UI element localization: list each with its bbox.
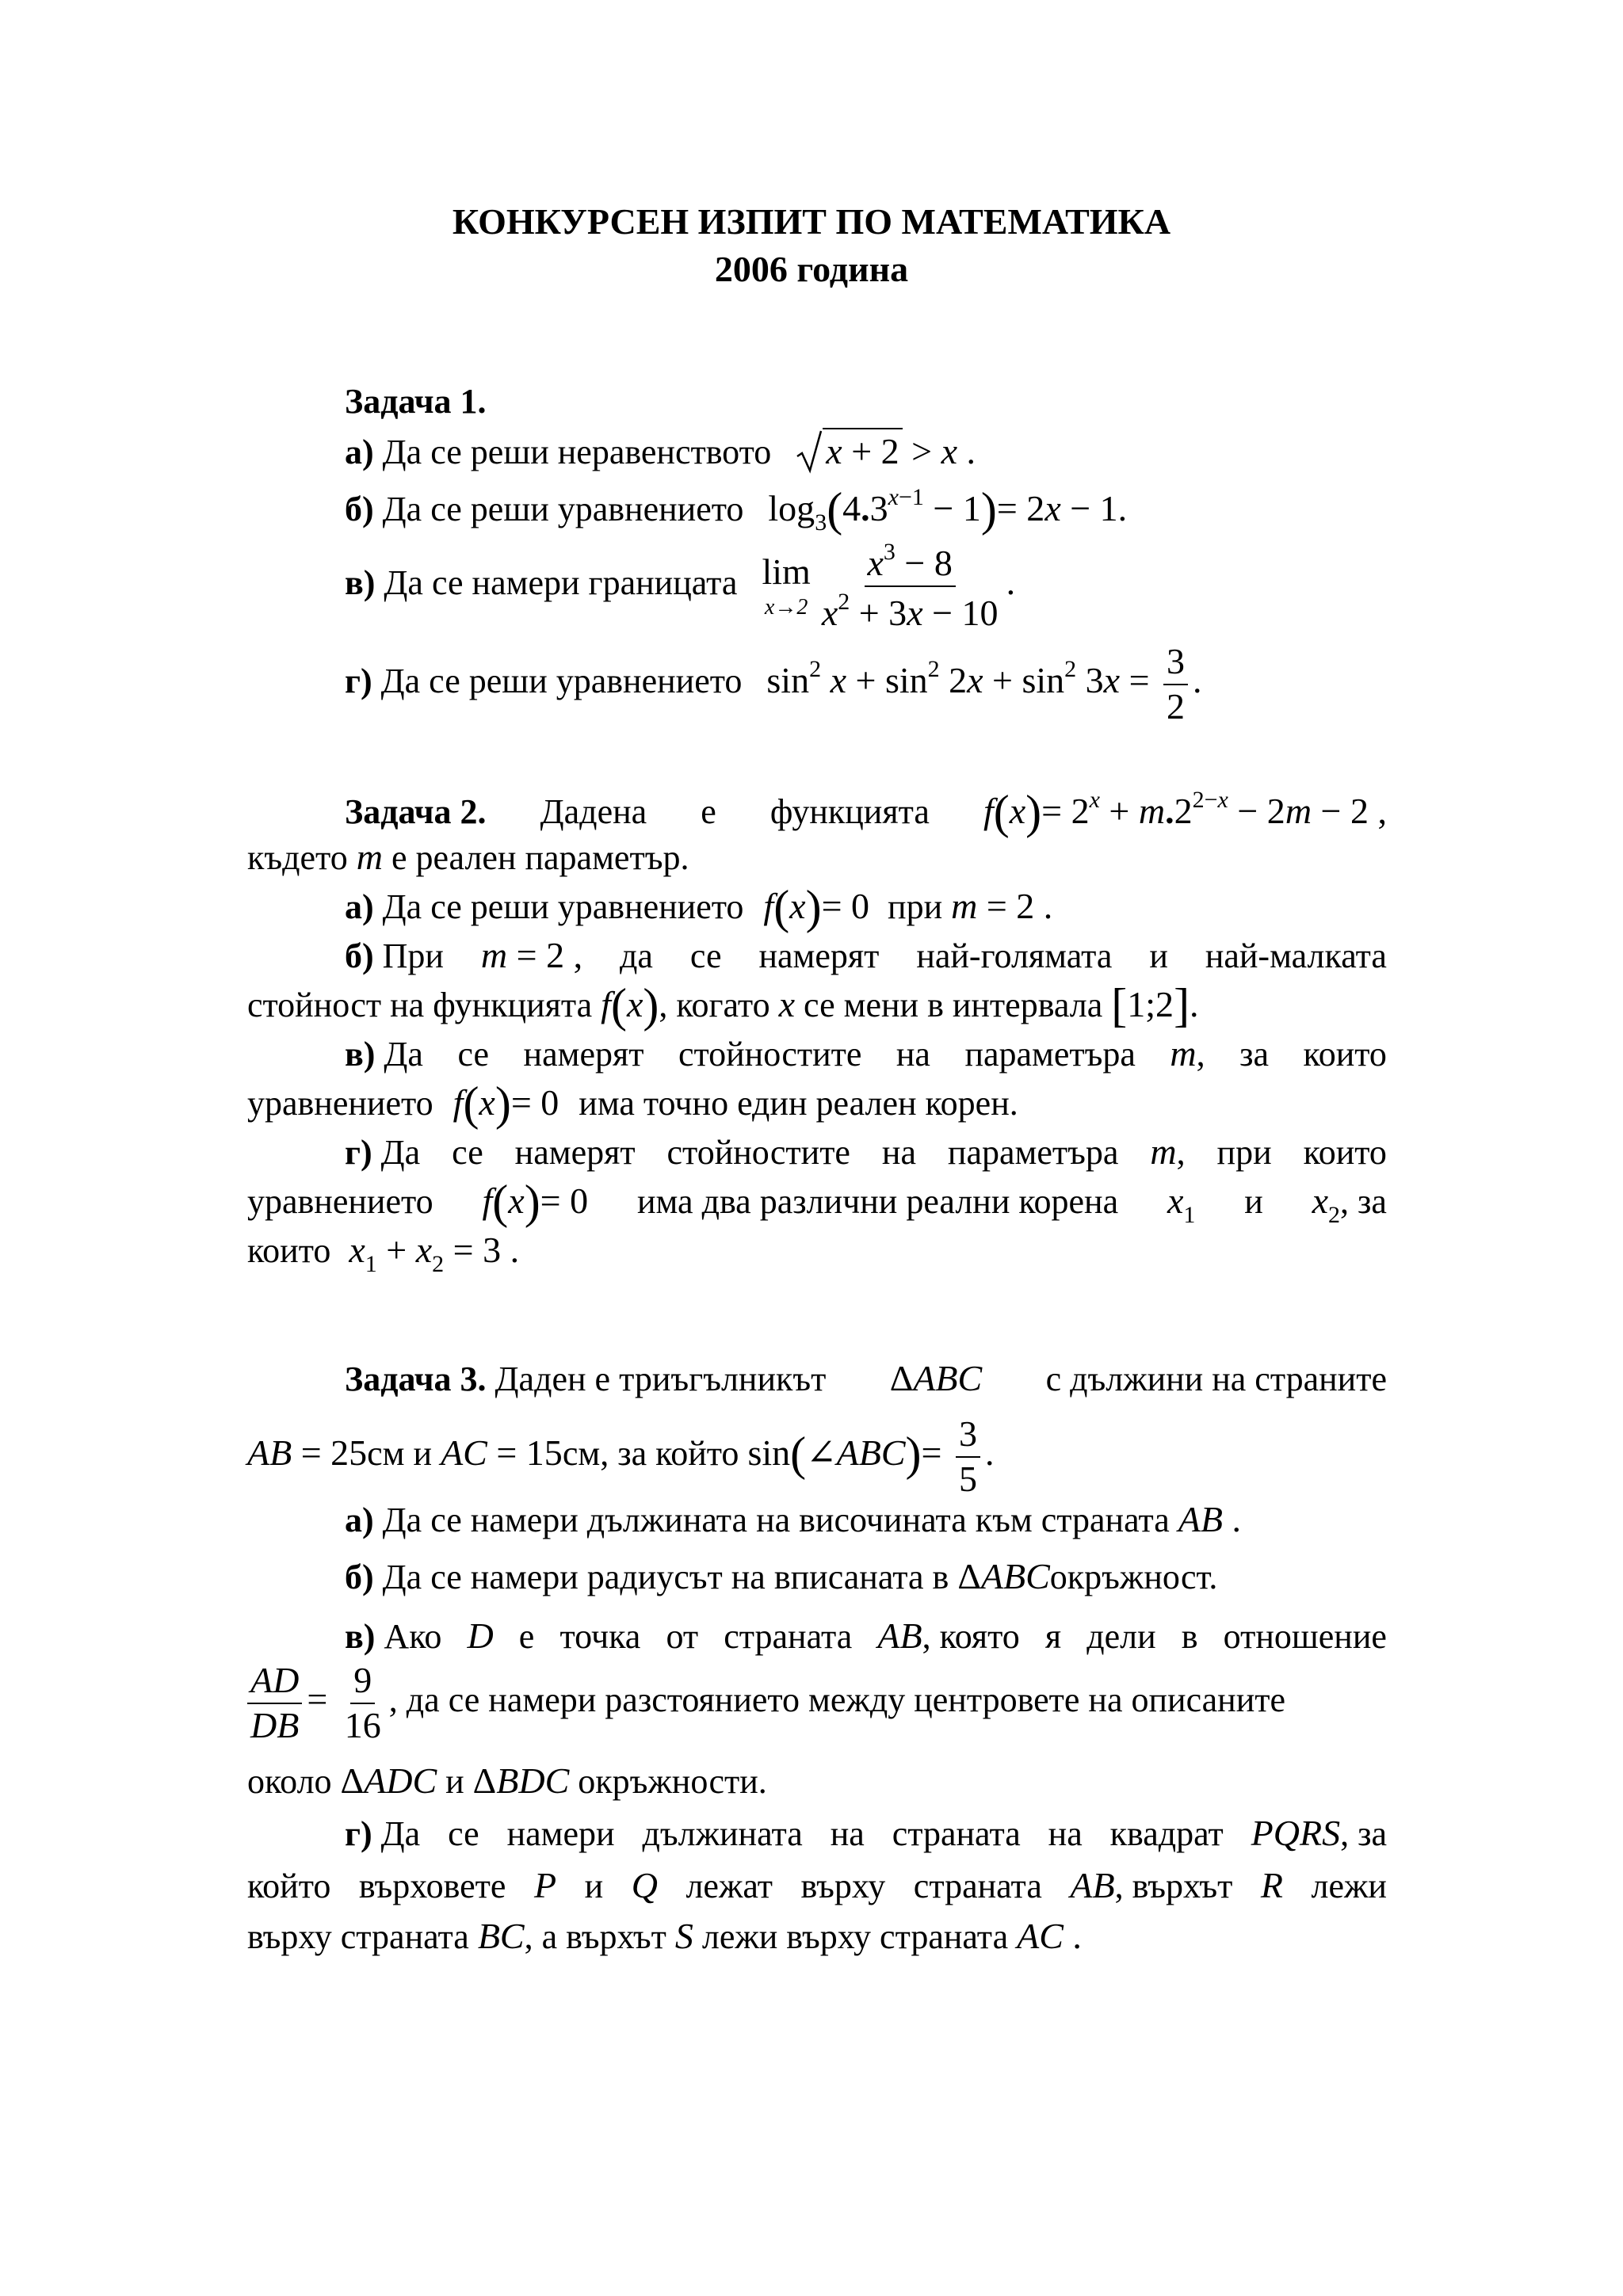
- task3-v-line1: в) Ако D е точка от страната AB, която я дели в отношение: [345, 1615, 1387, 1656]
- task2-g-line3: които $x_1 + x_2 = 3$ .: [247, 1230, 520, 1277]
- trig-equation: $\sin^2 x + \sin^2 2x + \sin^2 3x$ = $\frac{3}{2}$ .: [766, 641, 1202, 727]
- task2-intro-line1: Задача 2. Дадена е функцията $f(x)= 2^x + m.2^{2-x} - 2m - 2$ ,: [345, 786, 1387, 838]
- task3-g-line1: г) Да се намери дължината на страната на квадрат PQRS, за: [345, 1813, 1387, 1853]
- task3-b: б) Да се намери радиусът на вписаната в ΔABCокръжност.: [345, 1556, 1218, 1596]
- task2-g-line2: уравнението f(x)= 0 има два различни реални корена $x_1$ и $x_2$, за: [247, 1176, 1387, 1228]
- task2-a: а) Да се реши уравнението f(x)= 0 при m = 2 .: [345, 881, 1053, 933]
- exam-year: 2006 година: [714, 249, 909, 289]
- task1-g: г) Да се реши уравнението $\sin^2 x + \sin^2 2x + \sin^2 3x$ = $\frac{3}{2}$ .: [345, 641, 1202, 727]
- task3-a: а) Да се намери дължината на височината към страната AB .: [345, 1499, 1241, 1539]
- sqrt-expression: x + 2 > x .: [796, 431, 976, 471]
- task3-intro-line1: Задача 3. Даден е триъгълникът ΔABC с дължини на страните: [345, 1358, 1387, 1398]
- task3-intro-line2: AB = 25см и AC = 15см, за който sin(∠ABC)= $\frac{3}{5}$ .: [247, 1413, 995, 1499]
- task2-v-line2: уравнението f(x)= 0 има точно един реален корен.: [247, 1077, 1018, 1130]
- task2-intro-line2: където m е реален параметър.: [247, 837, 689, 877]
- task2-b-line2: стойност на функцията f(x), когато x се мени в интервала [1;2].: [247, 979, 1199, 1032]
- task1-a: а) Да се реши неравенството x + 2 > x .: [345, 428, 976, 475]
- task3-v-line3: около ΔADC и ΔBDC окръжности.: [247, 1760, 767, 1801]
- task2-g-line1: г) Да се намерят стойностите на параметъра m, при които: [345, 1131, 1387, 1172]
- task2-b-line1: б) При m = 2 , да се намерят най-голямата и най-малката: [345, 935, 1387, 975]
- task1-v: в) Да се намери границата lim x→2 $\frac{x^3 - 8}{x^2 + 3x - 10}$ .: [345, 539, 1016, 633]
- log-equation: $\log_3(4.3^{x-1} - 1)= 2x - 1$.: [768, 483, 1128, 536]
- task3-g-line3: върху страната BC, а върхът S лежи върху страната AC .: [247, 1916, 1082, 1956]
- task1-heading: Задача 1.: [345, 382, 487, 421]
- radical-sign-icon: [796, 429, 823, 474]
- task3-g-line2: който върховете P и Q лежат върху страната AB, върхът R лежи: [247, 1865, 1387, 1905]
- exam-title: КОНКУРСЕН ИЗПИТ ПО МАТЕМАТИКА: [452, 201, 1171, 242]
- task1-b: б) Да се реши уравнението $\log_3(4.3^{x-1} - 1)= 2x - 1$.: [345, 483, 1128, 536]
- task3-v-line2: $\frac{AD}{DB}$ = $\frac{9}{16}$ , да се намери разстоянието между центровете на описаните: [247, 1661, 1285, 1745]
- limit-expression: lim x→2 $\frac{x^3 - 8}{x^2 + 3x - 10}$ .: [762, 539, 1016, 633]
- task2-v-line1: в) Да се намерят стойностите на параметъра m, за които: [345, 1033, 1387, 1074]
- function-definition: $f(x)= 2^x + m.2^{2-x} - 2m - 2$ ,: [983, 786, 1387, 838]
